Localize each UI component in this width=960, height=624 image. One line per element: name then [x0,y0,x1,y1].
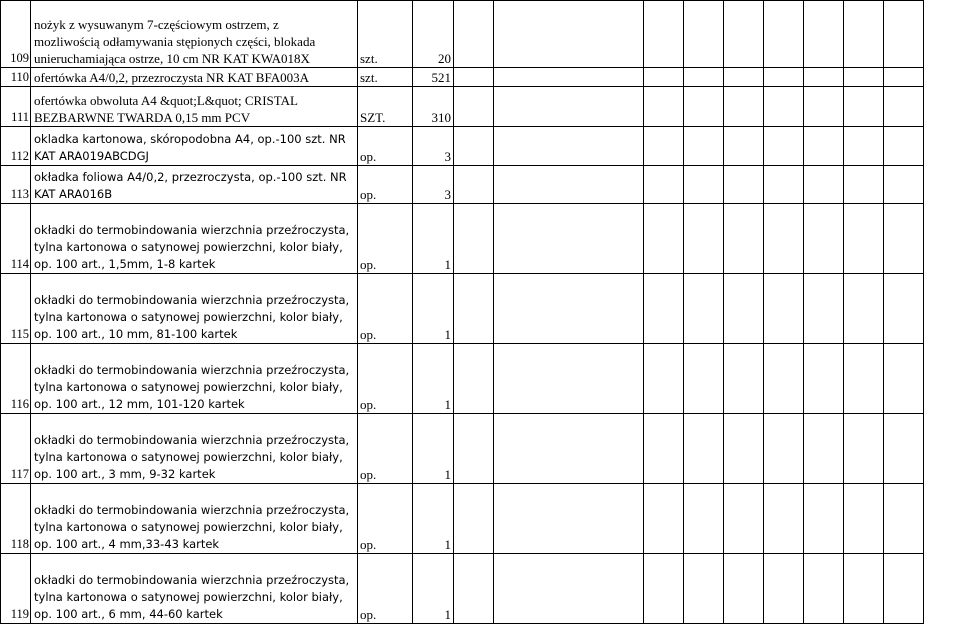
table-row [1,1,924,68]
empty-cell[interactable] [804,166,844,204]
empty-cell[interactable] [644,68,684,87]
description-line: ofertówka obwoluta A4 &quot;L&quot; CRISTAL [34,93,298,108]
item-unit[interactable]: SZT. [358,87,413,127]
empty-cell[interactable] [884,127,924,166]
description-line: tylna kartonowa o satynowej powierzchni, kolor biały, [34,310,343,324]
empty-cell[interactable] [644,1,684,68]
description-line: BEZBARWNE TWARDA 0,15 mm PCV [34,110,251,125]
description-line: okładki do termobindowania wierzchnia przeźroczysta, [34,293,350,307]
empty-cell[interactable] [494,484,644,554]
empty-cell[interactable] [764,204,804,274]
item-quantity[interactable]: 1 [413,344,454,414]
empty-cell[interactable] [684,344,724,414]
description-line: op. 100 art., 3 mm, 9-32 kartek [34,467,216,481]
item-unit[interactable]: op. [358,274,413,344]
empty-cell[interactable] [644,274,684,344]
description-line: op. 100 art., 4 mm,33-43 kartek [34,537,220,551]
empty-cell[interactable] [454,484,494,554]
row-number[interactable]: 113 [1,166,31,204]
item-description[interactable] [31,554,358,624]
empty-cell[interactable] [454,274,494,344]
item-unit[interactable]: op. [358,414,413,484]
description-line: tylna kartonowa o satynowej powierzchni, kolor biały, [34,240,343,254]
description-line: tylna kartonowa o satynowej powierzchni, kolor biały, [34,520,343,534]
empty-cell[interactable] [764,166,804,204]
empty-cell[interactable] [494,204,644,274]
description-line: op. 100 art., 6 mm, 44-60 kartek [34,607,223,621]
table-row [1,274,924,344]
item-unit[interactable]: op. [358,166,413,204]
item-unit[interactable]: op. [358,344,413,414]
item-description[interactable] [31,414,358,484]
empty-cell[interactable] [684,87,724,127]
empty-cell[interactable] [764,87,804,127]
empty-cell[interactable] [724,344,764,414]
empty-cell[interactable] [684,274,724,344]
empty-cell[interactable] [644,484,684,554]
empty-cell[interactable] [804,274,844,344]
empty-cell[interactable] [884,344,924,414]
empty-cell[interactable] [804,554,844,624]
empty-cell[interactable] [884,414,924,484]
empty-cell[interactable] [494,414,644,484]
row-number[interactable]: 117 [1,414,31,484]
empty-cell[interactable] [884,87,924,127]
row-number[interactable]: 112 [1,127,31,166]
item-description[interactable] [31,68,358,87]
item-quantity[interactable]: 1 [413,414,454,484]
empty-cell[interactable] [454,344,494,414]
empty-cell[interactable] [804,484,844,554]
description-line: okładka foliowa A4/0,2, przezroczysta, op.-100 szt. NR [34,170,347,184]
empty-cell[interactable] [724,68,764,87]
empty-cell[interactable] [494,1,644,68]
item-description[interactable] [31,344,358,414]
item-description[interactable] [31,87,358,127]
description-line: op. 100 art., 12 mm, 101-120 kartek [34,397,245,411]
empty-cell[interactable] [724,414,764,484]
empty-cell[interactable] [494,127,644,166]
empty-cell[interactable] [454,68,494,87]
empty-cell[interactable] [764,1,804,68]
description-line: okładki do termobindowania wierzchnia przeźroczysta, [34,503,350,517]
table-row [1,127,924,166]
table-row [1,344,924,414]
empty-cell[interactable] [644,204,684,274]
description-line: okładki do termobindowania wierzchnia przeźroczysta, [34,223,350,237]
item-quantity[interactable]: 20 [413,1,454,68]
row-number[interactable]: 118 [1,484,31,554]
description-line: okładki do termobindowania wierzchnia przeźroczysta, [34,363,350,377]
item-unit[interactable]: op. [358,484,413,554]
item-description[interactable] [31,166,358,204]
item-description[interactable] [31,204,358,274]
empty-cell[interactable] [684,1,724,68]
empty-cell[interactable] [764,414,804,484]
item-unit[interactable]: op. [358,554,413,624]
description-line: tylna kartonowa o satynowej powierzchni, kolor biały, [34,450,343,464]
empty-cell[interactable] [684,554,724,624]
items-table-body [1,1,924,624]
empty-cell[interactable] [764,274,804,344]
empty-cell[interactable] [494,344,644,414]
empty-cell[interactable] [454,1,494,68]
row-number[interactable]: 110 [1,68,31,87]
empty-cell[interactable] [724,204,764,274]
item-unit[interactable]: op. [358,127,413,166]
empty-cell[interactable] [844,274,884,344]
empty-cell[interactable] [684,484,724,554]
item-quantity[interactable]: 3 [413,127,454,166]
empty-cell[interactable] [884,204,924,274]
item-description[interactable] [31,1,358,68]
empty-cell[interactable] [844,344,884,414]
row-number[interactable]: 116 [1,344,31,414]
item-unit[interactable]: szt. [358,68,413,87]
empty-cell[interactable] [494,166,644,204]
empty-cell[interactable] [884,1,924,68]
empty-cell[interactable] [764,484,804,554]
row-number[interactable]: 114 [1,204,31,274]
item-description[interactable] [31,484,358,554]
description-line: nożyk z wysuwanym 7-częściowym ostrzem, z [34,17,279,32]
empty-cell[interactable] [764,554,804,624]
item-quantity[interactable]: 1 [413,204,454,274]
empty-cell[interactable] [844,484,884,554]
description-line: okładki do termobindowania wierzchnia przeźroczysta, [34,433,350,447]
description-line: KAT ARA019ABCDGJ [34,149,149,163]
item-description[interactable] [31,274,358,344]
description-line: okladka kartonowa, skóropodobna A4, op.-100 szt. NR [34,132,346,146]
table-row [1,414,924,484]
empty-cell[interactable] [844,414,884,484]
empty-cell[interactable] [884,274,924,344]
empty-cell[interactable] [644,166,684,204]
description-line: unieruchamiająca ostrze, 10 cm NR KAT KWA018X [34,51,310,66]
empty-cell[interactable] [804,1,844,68]
item-quantity[interactable]: 1 [413,554,454,624]
empty-cell[interactable] [804,68,844,87]
empty-cell[interactable] [804,87,844,127]
description-line: op. 100 art., 10 mm, 81-100 kartek [34,327,238,341]
table-row [1,204,924,274]
empty-cell[interactable] [454,166,494,204]
empty-cell[interactable] [844,68,884,87]
item-unit[interactable]: szt. [358,1,413,68]
table-row [1,166,924,204]
item-description[interactable] [31,127,358,166]
empty-cell[interactable] [764,127,804,166]
empty-cell[interactable] [804,344,844,414]
empty-cell[interactable] [494,87,644,127]
empty-cell[interactable] [804,414,844,484]
empty-cell[interactable] [764,68,804,87]
empty-cell[interactable] [884,484,924,554]
empty-cell[interactable] [804,127,844,166]
empty-cell[interactable] [724,484,764,554]
empty-cell[interactable] [644,344,684,414]
empty-cell[interactable] [844,127,884,166]
empty-cell[interactable] [844,1,884,68]
empty-cell[interactable] [844,87,884,127]
empty-cell[interactable] [684,166,724,204]
description-line: tylna kartonowa o satynowej powierzchni, kolor biały, [34,590,343,604]
description-line: okładki do termobindowania wierzchnia przeźroczysta, [34,573,350,587]
empty-cell[interactable] [644,127,684,166]
description-line: mozliwością odłamywania stępionych części, blokada [34,34,316,49]
item-quantity[interactable]: 1 [413,274,454,344]
empty-cell[interactable] [644,414,684,484]
table-row [1,68,924,87]
empty-cell[interactable] [724,166,764,204]
empty-cell[interactable] [454,87,494,127]
row-number[interactable]: 111 [1,87,31,127]
item-unit[interactable]: op. [358,204,413,274]
empty-cell[interactable] [684,68,724,87]
empty-cell[interactable] [724,274,764,344]
empty-cell[interactable] [644,87,684,127]
empty-cell[interactable] [884,554,924,624]
empty-cell[interactable] [494,68,644,87]
description-line: KAT ARA016B [34,187,113,201]
empty-cell[interactable] [724,554,764,624]
description-line: tylna kartonowa o satynowej powierzchni, kolor biały, [34,380,343,394]
table-row [1,484,924,554]
empty-cell[interactable] [844,166,884,204]
description-line: ofertówka A4/0,2, przezroczysta NR KAT BFA003A [34,70,309,85]
empty-cell[interactable] [764,344,804,414]
empty-cell[interactable] [884,68,924,87]
table-row [1,554,924,624]
empty-cell[interactable] [724,1,764,68]
empty-cell[interactable] [454,414,494,484]
empty-cell[interactable] [454,127,494,166]
item-quantity[interactable]: 310 [413,87,454,127]
empty-cell[interactable] [724,87,764,127]
table-row [1,87,924,127]
empty-cell[interactable] [494,274,644,344]
row-number[interactable]: 115 [1,274,31,344]
item-quantity[interactable]: 1 [413,484,454,554]
empty-cell[interactable] [644,554,684,624]
item-quantity[interactable]: 3 [413,166,454,204]
row-number[interactable]: 119 [1,554,31,624]
row-number[interactable]: 109 [1,1,31,68]
empty-cell[interactable] [884,166,924,204]
description-line: op. 100 art., 1,5mm, 1-8 kartek [34,257,216,271]
empty-cell[interactable] [844,204,884,274]
empty-cell[interactable] [684,414,724,484]
empty-cell[interactable] [454,204,494,274]
item-quantity[interactable]: 521 [413,68,454,87]
empty-cell[interactable] [494,554,644,624]
empty-cell[interactable] [454,554,494,624]
empty-cell[interactable] [844,554,884,624]
empty-cell[interactable] [724,127,764,166]
empty-cell[interactable] [684,204,724,274]
empty-cell[interactable] [804,204,844,274]
empty-cell[interactable] [684,127,724,166]
